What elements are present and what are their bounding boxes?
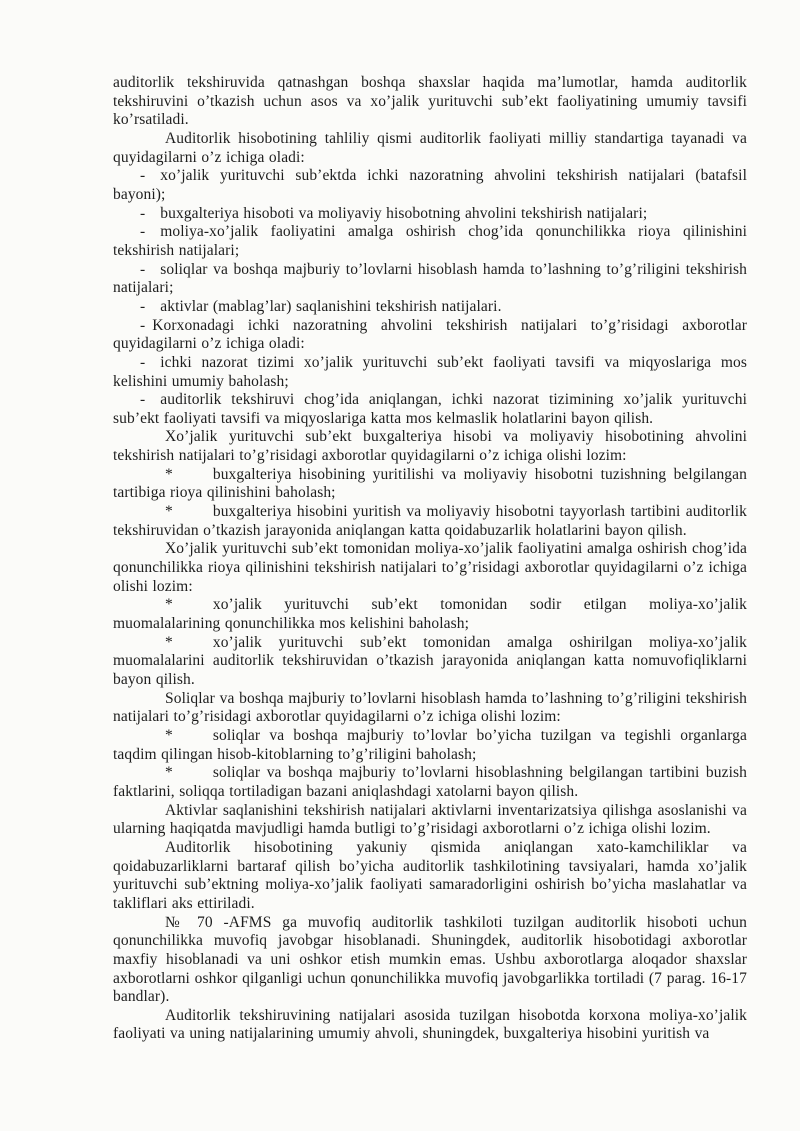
list-item-dash [113,205,747,224]
paragraph-text: Auditorlik hisobotining yakuniy qismida aniqlangan xato-kamchiliklar va qoidabuzarliklarni bartaraf qilish bo’yicha auditorlik tashkilotining tavsiyalari, hamda xo’jalik yurituvchi sub’ektning moliya-xo’jalik faoliyati samaradorligini oshirish bo’yicha maslahatlar va takliflari aks ettiriladi. [113,838,747,912]
paragraph-text: Aktivlar saqlanishini tekshirish natijalari aktivlarni inventarizatsiya qilishga asoslanishi va ularning haqiqatda mavjudligi hamda butligi to’g’risidagi axborotlarni o’z ichiga olishi lozim. [113,801,747,838]
list-item-star [113,596,747,633]
paragraph-text: auditorlik tekshiruvida qatnashgan boshqa shaxslar haqida ma’lumotlar, hamda auditorlik tekshiruvini o’tkazish uchun asos va xo’jalik yurituvchi sub’ekt faoliyatining umumiy tavsifi ko’rsatiladi. [113,74,747,129]
dash-bullet: - [140,204,146,222]
dash-bullet: - [140,260,146,278]
paragraph [113,130,747,167]
paragraph-text: ichki nazorat tizimi xo’jalik yurituvchi sub’ekt faoliyati tavsifi va miqyoslariga mos kelishini umumiy baholash; [113,353,747,390]
paragraph [113,802,747,839]
star-bullet: * [165,764,173,782]
dash-bullet: - [140,167,146,185]
paragraph-text: soliqlar va boshqa majburiy to’lovlarni hisoblash hamda to’lashning to’g’riligini tekshirish natijalari; [113,260,747,297]
dash-bullet: - [140,391,146,409]
dash-bullet: - [140,316,146,334]
star-bullet: * [165,503,173,521]
dash-bullet: - [140,353,146,371]
paragraph-text: aktivlar (mablag’lar) saqlanishini tekshirish natijalari. [160,297,502,315]
star-bullet: * [165,596,173,614]
list-item-dash [113,317,747,354]
paragraph-text: Korxonadagi ichki nazoratning ahvolini tekshirish natijalari to’g’risidagi axborotlar quyidagilarni o’z ichiga oladi: [113,316,747,353]
list-item-dash [113,167,747,204]
paragraph-text: moliya-xo’jalik faoliyatini amalga oshirish chog’ida qonunchilikka rioya qilinishini tekshirish natijalari; [113,223,747,259]
paragraph-text: soliqlar va boshqa majburiy to’lovlarni hisoblashning belgilangan tartibini buzish faktlarini, soliqqa tortiladigan bazani aniqlashdagi xatolarni bayon qilish. [113,764,747,800]
paragraph-text: xo’jalik yurituvchi sub’ekt tomonidan sodir etilgan moliya-xo’jalik muomalalarining qonunchilikka mos kelishini baholash; [113,596,747,633]
paragraph-text: Auditorlik tekshiruvining natijalari asosida tuzilgan hisobotda korxona moliya-xo’jalik faoliyati va uning natijalarining umumiy ahvoli, shuningdek, buxgalteriya hisobini yuritish va [113,1006,747,1043]
paragraph [113,839,747,914]
list-item-dash [113,261,747,298]
paragraph-text: Auditorlik hisobotining tahliliy qismi auditorlik faoliyati milliy standartiga tayanadi va quyidagilarni o’z ichiga oladi: [113,129,747,166]
paragraph [113,1007,747,1044]
list-item-star [113,503,747,540]
paragraph-text: buxgalteriya hisoboti va moliyaviy hisobotning ahvolini tekshirish natijalari; [160,204,648,222]
paragraph [113,540,747,596]
list-item-dash [113,391,747,428]
paragraph-text: buxgalteriya hisobini yuritish va moliyaviy hisobotni tayyorlash tartibini auditorlik tekshiruvidan o’tkazish jarayonida aniqlangan katta qoidabuzarlik holatlarini bayon qilish. [113,503,747,539]
list-item-star [113,634,747,690]
paragraph-text: Xo’jalik yurituvchi sub’ekt buxgalteriya hisobi va moliyaviy hisobotining ahvolini tekshirish natijalari to’g’risidagi axborotlar quyidagilarni o’z ichiga olishi lozim: [113,428,747,465]
list-item-star [113,764,747,801]
dash-bullet: - [140,223,146,241]
star-bullet: * [165,726,173,744]
document-text-block [113,74,747,1044]
paragraph-text: buxgalteriya hisobining yuritilishi va moliyaviy hisobotni tuzishning belgilangan tartibiga rioya qilinishini baholash; [113,465,747,502]
paragraph-text: № 70 -AFMS ga muvofiq auditorlik tashkiloti tuzilgan auditorlik hisoboti uchun qonunchilikka muvofiq javobgar hisoblanadi. Shuningdek, auditorlik hisobotidagi axborotlar maxfiy hisoblanadi va uni oshkor etish mumkin emas. Ushbu axborotlarga aloqador shaxslar axborotlarni oshkor qilganligi uchun qonunchilikka muvofiq javobgarlikka tortiladi (7 parag. 16-17 bandlar). [113,913,747,1006]
paragraph-text: soliqlar va boshqa majburiy to’lovlar bo’yicha tuzilgan va tegishli organlarga taqdim qilingan hisob-kitoblarning to’g’riligini baholash; [113,726,747,763]
paragraph-text: Xo’jalik yurituvchi sub’ekt tomonidan moliya-xo’jalik faoliyatini amalga oshirish chog’ida qonunchilikka rioya qilinishini tekshirish natijalari to’g’risidagi axborotlar quyidagilarni o’z ichiga olishi lozim: [113,540,747,595]
list-item-dash [113,223,747,260]
list-item-star [113,727,747,764]
paragraph-text: Soliqlar va boshqa majburiy to’lovlarni hisoblash hamda to’lashning to’g’riligini tekshirish natijalari to’g’risidagi axborotlar quyidagilarni o’z ichiga olishi lozim: [113,689,747,726]
paragraph [113,74,747,130]
list-item-star [113,466,747,503]
star-bullet: * [165,633,173,651]
paragraph [113,914,747,1007]
list-item-dash [113,298,747,317]
paragraph-text: xo’jalik yurituvchi sub’ekt tomonidan amalga oshirilgan moliya-xo’jalik muomalalarini auditorlik tekshiruvidan o’tkazish jarayonida aniqlangan katta nomuvofiqliklarni bayon qilish. [113,633,747,688]
paragraph [113,428,747,465]
dash-bullet: - [140,297,146,315]
paragraph [113,690,747,727]
list-item-dash [113,354,747,391]
paragraph-text: xo’jalik yurituvchi sub’ektda ichki nazoratning ahvolini tekshirish natijalari (batafsil bayoni); [113,167,747,203]
star-bullet: * [165,465,173,483]
paragraph-text: auditorlik tekshiruvi chog’ida aniqlangan, ichki nazorat tizimining xo’jalik yurituvchi sub’ekt faoliyati tavsifi va miqyoslariga katta mos kelmaslik holatlarini bayon qilish. [113,391,747,427]
